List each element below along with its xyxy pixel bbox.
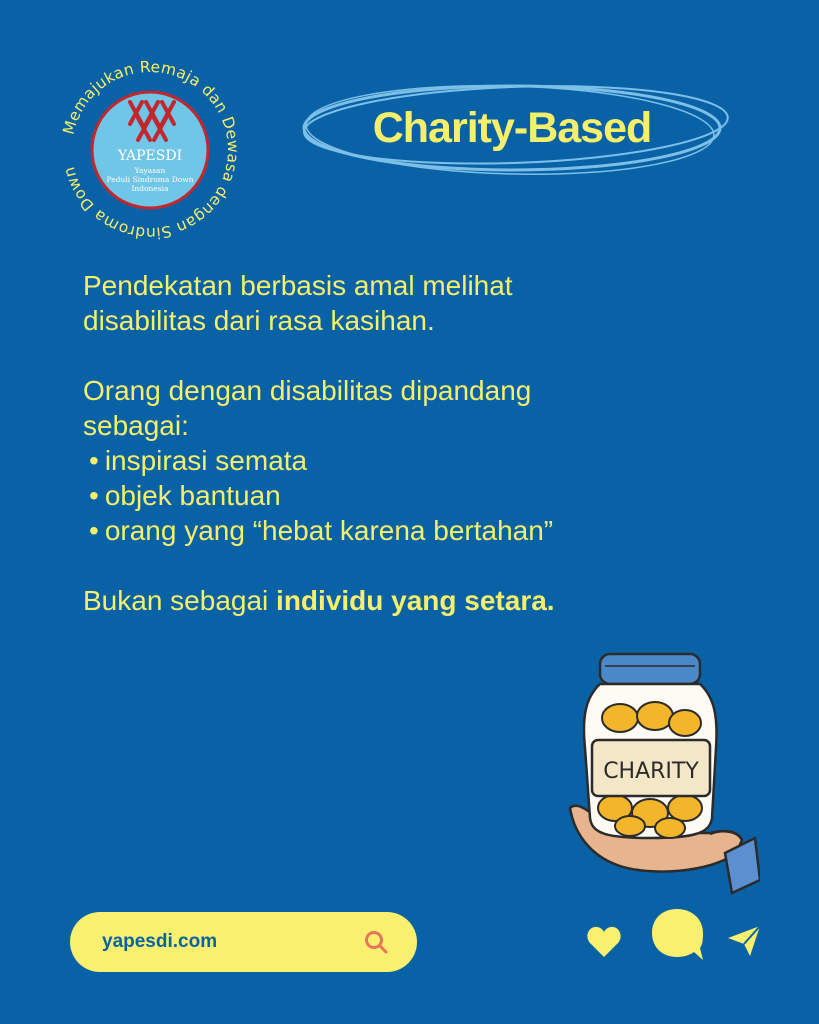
paragraph-2-line-2: sebagai: [83,410,189,441]
search-input[interactable]: yapesdi.com [102,931,218,952]
send-icon[interactable] [726,924,762,958]
paragraph-1-line-1: Pendekatan berbasis amal melihat [83,270,513,301]
logo-name: YAPESDI [117,148,183,164]
title-block [292,78,732,178]
paragraph-3-bold: individu yang setara. [276,585,555,616]
list-item: • inspirasi semata [83,443,643,478]
page-title: Charity-Based [372,103,652,152]
search-bar[interactable] [70,912,417,972]
logo-subtitle-1: Yayasan [134,166,166,175]
charity-jar-illustration [560,648,760,908]
paragraph-3 [83,583,643,618]
logo-ring-text: Memajukan Remaja dan De sa dengan Sindroma Down [60,60,240,240]
logo-subtitle-3: Indonesia [131,184,169,193]
search-icon[interactable] [363,929,389,955]
paragraph-3-prefix: Bukan sebagai [83,585,277,616]
yapesdi-logo [60,60,240,240]
body-text [83,268,643,618]
list-item: • orang yang “hebat karena bertahan” [83,513,643,548]
logo-subtitle-2: Peduli Sindroma Down [106,175,194,184]
chat-bubble-icon[interactable] [648,905,706,963]
paragraph-2-line-1: Orang dengan disabilitas dipandang [83,375,532,406]
heart-icon[interactable] [586,925,622,959]
paragraph-1-line-2: disabilitas dari rasa kasihan. [83,305,435,336]
paragraph-1 [83,268,643,338]
jar-label: CHARITY [603,759,699,784]
paragraph-2 [83,373,643,443]
bullet-list [83,443,643,548]
list-item: • objek bantuan [83,478,643,513]
